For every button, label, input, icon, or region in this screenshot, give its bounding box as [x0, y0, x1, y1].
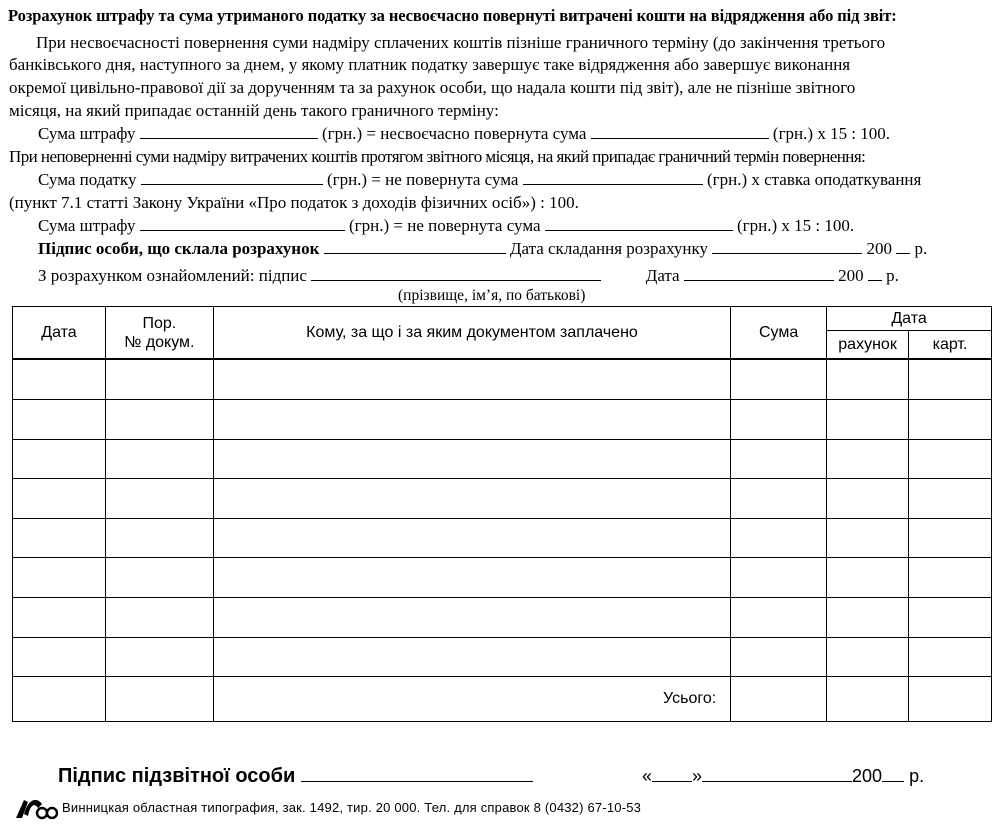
acquainted-date-label: Дата	[645, 266, 680, 285]
acquainted-row	[38, 266, 899, 286]
table-row	[13, 518, 992, 558]
table-row	[13, 597, 992, 637]
doc-number-cell[interactable]	[105, 479, 213, 519]
tax-reference: (пункт 7.1 статті Закону України «Про податок з доходів фізичних осіб») : 100.	[9, 193, 579, 212]
total-row	[13, 677, 992, 722]
col-account-header: рахунок	[827, 331, 909, 359]
sum-cell[interactable]	[731, 479, 827, 519]
signature-row	[58, 764, 533, 788]
fine1-mid: (грн.) = несвоєчасно повернута сума	[322, 124, 587, 143]
date-cell[interactable]	[13, 518, 106, 558]
card-cell[interactable]	[909, 637, 992, 677]
card-cell[interactable]	[909, 439, 992, 479]
signer-year: 200	[866, 239, 893, 258]
paragraph2: При неповерненні суми надміру витрачених коштів протягом звітного місяця, на який припадає граничний термін повернення:	[9, 147, 866, 166]
account-cell[interactable]	[827, 399, 909, 439]
description-cell[interactable]	[213, 518, 730, 558]
card-cell[interactable]	[909, 399, 992, 439]
date-cell[interactable]	[13, 558, 106, 598]
fine2-label: Сума штрафу	[38, 216, 136, 235]
doc-number-cell[interactable]	[105, 439, 213, 479]
signer-year-field[interactable]	[896, 239, 910, 254]
signature-year-suffix: р.	[909, 766, 925, 786]
sum-cell[interactable]	[731, 518, 827, 558]
table-row	[13, 399, 992, 439]
table-row	[13, 439, 992, 479]
signature-label: Підпис підзвітної особи	[58, 765, 296, 787]
fine1-amount-field[interactable]	[140, 124, 318, 139]
paragraph-line: банківського дня, наступного за днем, у якому платник податку завершує таке відрядження або завершує виконання	[9, 55, 851, 74]
description-cell[interactable]	[213, 479, 730, 519]
date-cell[interactable]	[13, 359, 106, 399]
total-cell[interactable]	[105, 677, 213, 722]
printer-logo-icon	[14, 794, 58, 820]
account-cell[interactable]	[827, 518, 909, 558]
description-cell[interactable]	[213, 359, 730, 399]
description-cell[interactable]	[213, 399, 730, 439]
form-title: Розрахунок штрафу та сума утриманого податку за несвоєчасно повернуті витрачені кошти на відрядження або під звіт:	[8, 6, 897, 25]
acquainted-signature-field[interactable]	[311, 266, 601, 281]
card-cell[interactable]	[909, 479, 992, 519]
tax-mid: (грн.) = не повернута сума	[326, 170, 519, 189]
card-cell[interactable]	[909, 558, 992, 598]
signature-field[interactable]	[301, 764, 533, 782]
sum-cell[interactable]	[731, 558, 827, 598]
paragraph-line: місяця, на який припадає останній день такого граничного терміну:	[9, 101, 499, 120]
acquainted-year-suffix: р.	[886, 266, 899, 285]
total-label: Усього:	[213, 677, 730, 722]
tax-end: (грн.) х ставка оподаткування	[706, 170, 922, 189]
account-cell[interactable]	[827, 479, 909, 519]
card-cell[interactable]	[909, 597, 992, 637]
date-cell[interactable]	[13, 597, 106, 637]
total-account-cell[interactable]	[827, 677, 909, 722]
fine2-end: (грн.) х 15 : 100.	[737, 216, 855, 235]
tax-label: Сума податку	[38, 170, 137, 189]
acquainted-year: 200	[838, 266, 864, 285]
col-doc-number-line1: Пор.	[142, 314, 177, 332]
description-cell[interactable]	[213, 597, 730, 637]
col-sum-header: Сума	[731, 307, 827, 360]
table-row	[13, 558, 992, 598]
tax-unreturned-sum-field[interactable]	[523, 170, 703, 185]
fine1-end: (грн.) х 15 : 100.	[772, 124, 891, 143]
printer-footer: Винницкая областная типография, зак. 1492, тир. 20 000. Тел. для справок 8 (0432) 67-10-53	[62, 800, 642, 815]
description-cell[interactable]	[213, 558, 730, 598]
doc-number-cell[interactable]	[105, 637, 213, 677]
table-row	[13, 359, 992, 399]
tax-row	[38, 170, 921, 190]
signature-date-row	[642, 766, 924, 787]
col-date-header: Дата	[13, 307, 106, 360]
signer-signature-field[interactable]	[324, 239, 506, 254]
day-field[interactable]	[652, 766, 692, 782]
signature-year: 200	[852, 766, 883, 786]
col-card-header: карт.	[909, 331, 992, 359]
doc-number-cell[interactable]	[105, 558, 213, 598]
fine1-late-sum-field[interactable]	[591, 124, 769, 139]
account-cell[interactable]	[827, 558, 909, 598]
date-cell[interactable]	[13, 637, 106, 677]
signer-date-field[interactable]	[712, 239, 862, 254]
signer-row	[38, 239, 927, 259]
fine2-unreturned-sum-field[interactable]	[545, 216, 733, 231]
sum-cell[interactable]	[731, 359, 827, 399]
description-cell[interactable]	[213, 637, 730, 677]
fine1-label: Сума штрафу	[38, 124, 136, 143]
description-cell[interactable]	[213, 439, 730, 479]
total-card-cell[interactable]	[909, 677, 992, 722]
signer-year-suffix: р.	[914, 239, 928, 258]
close-quote: »	[692, 766, 703, 786]
doc-number-cell[interactable]	[105, 359, 213, 399]
signature-year-field[interactable]	[882, 766, 904, 782]
acquainted-label: З розрахунком ознайомлений: підпис	[38, 266, 307, 285]
tax-amount-field[interactable]	[141, 170, 323, 185]
col-description-header: Кому, за що і за яким документом заплачено	[213, 307, 730, 360]
signer-label: Підпис особи, що склала розрахунок	[38, 239, 320, 258]
table-row	[13, 479, 992, 519]
total-cell[interactable]	[13, 677, 106, 722]
account-cell[interactable]	[827, 439, 909, 479]
paragraph-line: При несвоєчасності повернення суми надміру сплачених коштів пізніше граничного терміну (до закінчення третього	[36, 33, 886, 52]
col-date-group-header: Дата	[827, 307, 992, 331]
paragraph-line: окремої цивільно-правової дії за дорученням та за рахунок особи, що надала кошти під звіт), але не пізніше звітного	[9, 78, 856, 97]
date-cell[interactable]	[13, 399, 106, 439]
sum-cell[interactable]	[731, 439, 827, 479]
acquainted-year-field[interactable]	[868, 266, 882, 281]
fine1-row	[38, 124, 890, 144]
open-quote: «	[642, 766, 653, 786]
col-doc-number-line2: № докум.	[124, 333, 195, 351]
account-cell[interactable]	[827, 359, 909, 399]
fine2-row	[38, 216, 854, 236]
month-field[interactable]	[702, 766, 852, 782]
doc-number-cell[interactable]	[105, 597, 213, 637]
date-cell[interactable]	[13, 479, 106, 519]
doc-number-cell[interactable]	[105, 399, 213, 439]
card-cell[interactable]	[909, 518, 992, 558]
card-cell[interactable]	[909, 359, 992, 399]
account-cell[interactable]	[827, 637, 909, 677]
sum-cell[interactable]	[731, 637, 827, 677]
signer-date-label: Дата складання розрахунку	[509, 239, 709, 258]
fine2-amount-field[interactable]	[140, 216, 345, 231]
total-sum-cell[interactable]	[731, 677, 827, 722]
fine2-mid: (грн.) = не повернута сума	[349, 216, 541, 235]
doc-number-cell[interactable]	[105, 518, 213, 558]
sum-cell[interactable]	[731, 597, 827, 637]
sum-cell[interactable]	[731, 399, 827, 439]
table-row	[13, 637, 992, 677]
col-doc-number-header	[105, 307, 213, 360]
acquainted-date-field[interactable]	[684, 266, 834, 281]
date-cell[interactable]	[13, 439, 106, 479]
name-hint: (прізвище, ім’я, по батькові)	[398, 287, 586, 304]
payments-table	[12, 306, 992, 722]
account-cell[interactable]	[827, 597, 909, 637]
